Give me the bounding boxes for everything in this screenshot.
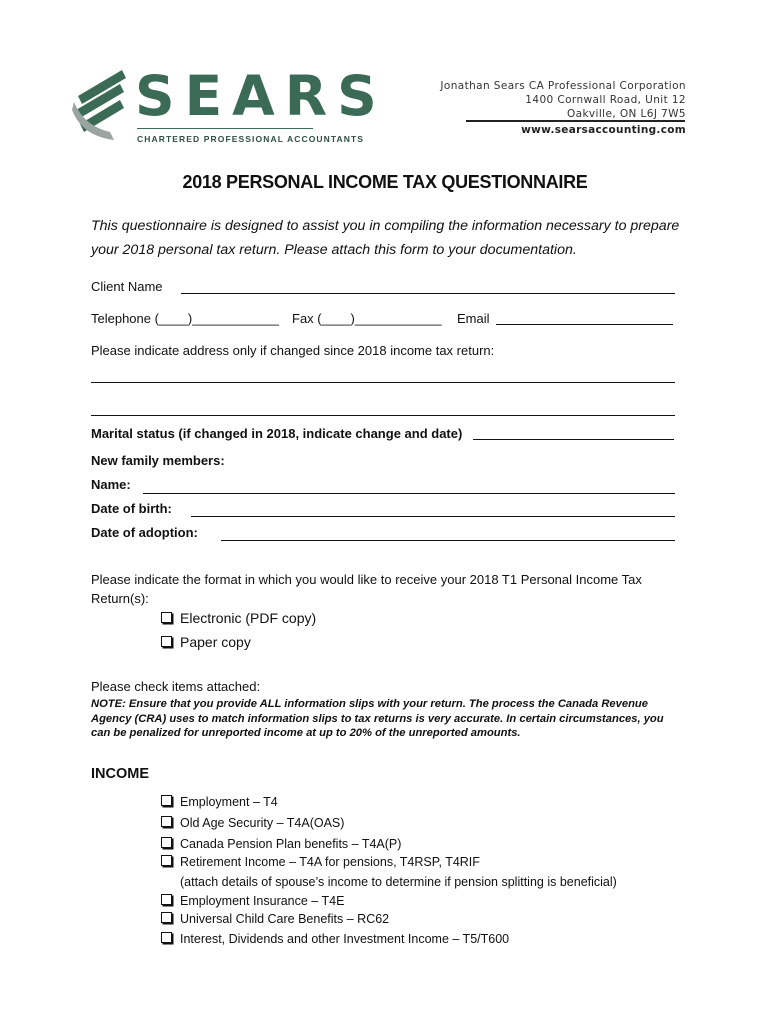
marital-status-label: Marital status (if changed in 2018, indicate change and date) bbox=[91, 426, 463, 441]
format-prompt: Please indicate the format in which you would like to receive your 2018 T1 Personal Income Tax Return(s): bbox=[91, 572, 642, 606]
checkbox-icon[interactable] bbox=[161, 837, 172, 848]
firm-address-line1: 1400 Cornwall Road, Unit 12 bbox=[525, 94, 686, 106]
income-item[interactable] bbox=[161, 795, 278, 809]
option-electronic-label: Electronic (PDF copy) bbox=[180, 610, 317, 626]
address-prompt: Please indicate address only if changed since 2018 income tax return: bbox=[91, 343, 495, 358]
checkbox-icon[interactable] bbox=[161, 636, 172, 647]
checkbox-icon[interactable] bbox=[161, 816, 172, 827]
fax-field[interactable]: Fax (____)____________ bbox=[292, 311, 442, 326]
sears-logo-icon bbox=[70, 66, 130, 146]
brand-subtitle: CHARTERED PROFESSIONAL ACCOUNTANTS bbox=[137, 134, 365, 144]
checkbox-icon[interactable] bbox=[161, 932, 172, 943]
income-heading: INCOME bbox=[91, 766, 149, 782]
firm-name: Jonathan Sears CA Professional Corporation bbox=[440, 80, 686, 92]
retirement-income-note: (attach details of spouse’s income to determine if pension splitting is beneficial) bbox=[180, 875, 617, 889]
email-field[interactable] bbox=[496, 324, 673, 325]
income-item[interactable] bbox=[161, 912, 389, 926]
firm-website-link[interactable]: www.searsaccounting.com bbox=[521, 124, 686, 136]
attachments-prompt: Please check items attached: bbox=[91, 679, 261, 694]
income-item-label: Interest, Dividends and other Investment Income – T5/T600 bbox=[180, 932, 510, 946]
name-label: Name: bbox=[91, 477, 131, 492]
date-of-adoption-field[interactable] bbox=[221, 540, 675, 541]
telephone-field[interactable]: Telephone (____)____________ bbox=[91, 311, 279, 326]
attachments-note: NOTE: Ensure that you provide ALL information slips with your return. The process the Canada Revenue Agency (CRA) uses to match information slips to tax returns is very accurate. In certain circumstances, you can be penalized for unreported income at up to 20% of the unreported amounts. bbox=[91, 698, 664, 739]
checkbox-icon[interactable] bbox=[161, 855, 172, 866]
checkbox-icon[interactable] bbox=[161, 612, 172, 623]
income-item-label: Old Age Security – T4A(OAS) bbox=[180, 816, 345, 830]
client-name-label: Client Name bbox=[91, 279, 163, 294]
address-line-2-field[interactable] bbox=[91, 415, 675, 416]
firm-address-line2: Oakville, ON L6J 7W5 bbox=[566, 108, 686, 120]
income-item[interactable] bbox=[161, 837, 401, 851]
name-field[interactable] bbox=[143, 493, 675, 494]
brand-divider bbox=[137, 128, 313, 129]
income-item-label: Retirement Income – T4A for pensions, T4RSP, T4RIF bbox=[180, 855, 480, 869]
checkbox-icon[interactable] bbox=[161, 795, 172, 806]
header-rule bbox=[466, 120, 685, 122]
income-item-label: Universal Child Care Benefits – RC62 bbox=[180, 912, 390, 926]
checkbox-icon[interactable] bbox=[161, 894, 172, 905]
option-electronic[interactable] bbox=[161, 610, 316, 626]
brand-name: SEARS bbox=[135, 64, 387, 128]
income-item[interactable] bbox=[161, 855, 480, 869]
income-item-label: Canada Pension Plan benefits – T4A(P) bbox=[180, 837, 402, 851]
income-item-label: Employment Insurance – T4E bbox=[180, 894, 345, 908]
income-item[interactable] bbox=[161, 816, 344, 830]
client-name-field[interactable] bbox=[181, 293, 675, 294]
date-of-birth-field[interactable] bbox=[191, 516, 675, 517]
intro-text: This questionnaire is designed to assist you in compiling the information necessary to prepare your 2018 personal tax return. Please attach this form to your documentation. bbox=[91, 218, 680, 258]
income-item[interactable] bbox=[161, 932, 509, 946]
page-title: 2018 PERSONAL INCOME TAX QUESTIONNAIRE bbox=[182, 172, 588, 192]
date-of-adoption-label: Date of adoption: bbox=[91, 525, 198, 540]
checkbox-icon[interactable] bbox=[161, 912, 172, 923]
income-item[interactable] bbox=[161, 894, 344, 908]
date-of-birth-label: Date of birth: bbox=[91, 501, 172, 516]
new-family-members-label: New family members: bbox=[91, 453, 225, 468]
email-label: Email bbox=[457, 311, 490, 326]
marital-status-field[interactable] bbox=[473, 439, 674, 440]
option-paper[interactable] bbox=[161, 634, 251, 650]
income-item-label: Employment – T4 bbox=[180, 795, 278, 809]
option-paper-label: Paper copy bbox=[180, 634, 251, 650]
address-line-1-field[interactable] bbox=[91, 382, 675, 383]
